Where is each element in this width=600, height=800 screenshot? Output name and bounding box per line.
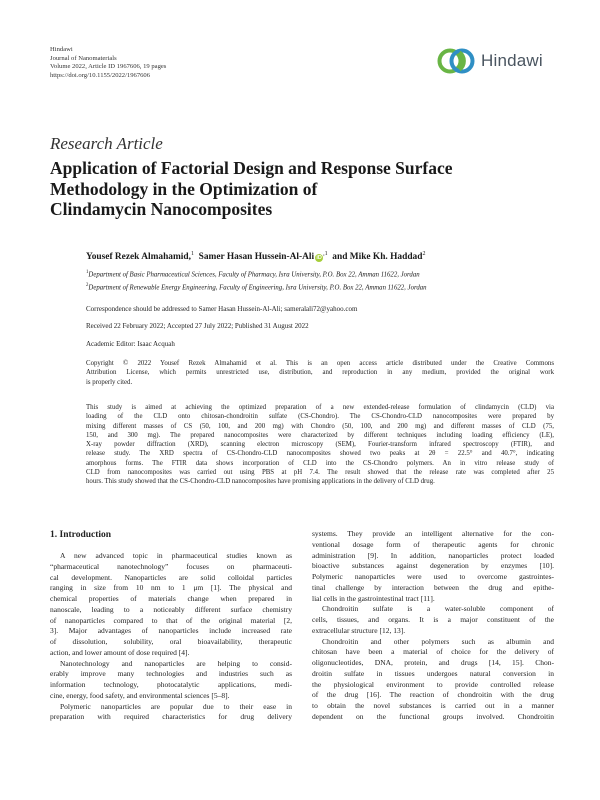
abstract-line: hours. This study showed that the CS-Chondro-CLD nanocomposites have promising applications in the delivery of CLD drug. xyxy=(86,478,435,486)
body-line: “pharmaceutical nanotechnology” focuses on pharmaceuti- xyxy=(50,561,292,571)
body-line: extracellular structure [12, 13]. xyxy=(312,625,406,635)
abstract-line: mixing different masses of CS (50, 100, and 200 mg) with Chondro (50, 100, and 200 mg) and different masses of CLD (75, xyxy=(86,422,554,430)
body-line: bioactive substances against degeneration by enzymes [10]. xyxy=(312,561,554,571)
logo-wordmark: Hindawi xyxy=(481,51,543,70)
body-line: action, and lower amount of dose required [4]. xyxy=(50,647,190,657)
paper-title xyxy=(50,158,470,220)
title-line: Application of Factorial Design and Response Surface xyxy=(50,158,453,178)
body-line: chemical properties of materials change when prepared in xyxy=(50,594,292,603)
body-line: of nanoparticles compared to that of the original material [2, xyxy=(50,615,292,625)
affiliation-text: Department of Basic Pharmaceutical Sciences, Faculty of Pharmacy, Isra University, P.O. Box 22, Amman 11622, Jordan xyxy=(88,271,420,279)
body-line: Polymeric nanoparticles were used to overcome gastrointes- xyxy=(312,572,554,581)
author-affil-sup: 2 xyxy=(422,251,426,257)
affiliation xyxy=(86,283,556,291)
abstract-line: CLD from nanocomposites was carried out using PBS at pH 7.4. The result showed that the release rate was completed after 25 xyxy=(86,469,554,477)
body-line: chitosan have been a material of choice for the delivery of xyxy=(312,647,554,657)
author-name: Yousef Rezek Almahamid, xyxy=(86,252,191,263)
journal-meta xyxy=(50,46,166,80)
author-list xyxy=(86,251,425,262)
author-name: and Mike Kh. Haddad xyxy=(332,252,423,263)
body-line: tinal challenge by interaction between the drug and epithe- xyxy=(312,582,554,592)
abstract xyxy=(86,403,554,487)
article-type: Research Article xyxy=(50,134,163,153)
body-line: of dissolution, solubility, oral bioavailability, therapeutic xyxy=(50,637,292,646)
body-line: ranging in size from 10 nm to 1 μm [1]. The physical and xyxy=(50,583,292,593)
correspondence: Correspondence should be addressed to Samer Hasan Hussein-Al-Ali; sameralali72@yahoo.com xyxy=(86,305,358,313)
affiliation xyxy=(86,270,556,278)
body-line: administration [9]. In addition, nanoparticles protect loaded xyxy=(312,550,554,560)
abstract-line: 150, and 300 mg). The prepared nanocomposites were characterized by different techniques including loading efficiency (LE), xyxy=(86,431,554,439)
body-line: cine, energy, food safety, and environmental sciences [5–8]. xyxy=(50,690,230,700)
title-line: Methodology in the Optimization of xyxy=(50,178,318,199)
body-line: information technology, photocatalytic applications, medi- xyxy=(50,680,292,689)
body-line: erably improve many technologies and industries such as xyxy=(50,669,292,679)
copyright-line: is properly cited. xyxy=(86,378,133,386)
body-line: systems. They provide an intelligent alternative for the con- xyxy=(312,529,554,538)
section-heading: 1. Introduction xyxy=(50,530,112,540)
copyright-notice xyxy=(86,359,554,387)
doi-link[interactable]: https://doi.org/10.1155/2022/1967606 xyxy=(50,71,151,79)
publisher-name: Hindawi xyxy=(50,46,73,53)
body-line: to obtain the novel substances is carried out in a manner xyxy=(312,701,554,710)
body-line: cal development. Nanoparticles are solid colloidal particles xyxy=(50,572,292,582)
body-line: droitin sulfate in tissues undergoes natural conversion in xyxy=(312,668,554,678)
body-line: oligonucleotides, DNA, protein, and drugs [14, 15]. Chon- xyxy=(312,658,554,667)
abstract-line: X-ray powder diffraction (XRD), scanning electron microscopy (SEM), Fourier-transform infrared spectroscopy (FTIR), and xyxy=(86,441,554,449)
body-line: nanoscale, leading to a noticeably different surface chemistry xyxy=(50,604,292,614)
volume-info: Volume 2022, Article ID 1967606, 19 pages xyxy=(50,63,167,71)
abstract-line: amorphous forms. The FTIR data shows incorporation of CLD into the CS-Chondro polymers. An in vitro release study of xyxy=(86,459,554,467)
left-column xyxy=(50,529,292,723)
body-line: 3]. Major advantages of nanoparticles include increased rate xyxy=(50,626,292,636)
author-name: Samer Hasan Hussein-Al-Ali xyxy=(198,252,315,263)
body-line: of the drug [16]. The reaction of chondroitin with the drug xyxy=(312,690,554,700)
abstract-line: release study. The XRD spectra of CS-Chondro-CLD nanocomposites showed two peaks at 2θ = 22.5° and 40.7°, indicating xyxy=(86,450,554,458)
academic-editor: Academic Editor: Isaac Acquah xyxy=(86,340,175,348)
author-affil-sup: 1 xyxy=(190,251,194,257)
body-line: Nanotechnology and nanoparticles are helping to consid- xyxy=(60,658,292,668)
publication-dates: Received 22 February 2022; Accepted 27 July 2022; Published 31 August 2022 xyxy=(86,322,309,330)
affiliation-number: 2 xyxy=(86,283,89,288)
hindawi-logo[interactable] xyxy=(436,46,543,76)
body-line: A new advanced topic in pharmaceutical studies known as xyxy=(60,551,292,560)
abstract-line: loading of the CLD onto chitosan-chondroitin sulfate (CS-Chondro). The CS-Chondro-CLD nanocomposites were prepared by xyxy=(86,413,554,421)
body-line: Chondroitin and other polymers such as albumin and xyxy=(322,636,554,646)
copyright-line: Attribution License, which permits unrestricted use, distribution, and reproduction in any medium, provided the original work xyxy=(86,369,554,377)
hindawi-rings-icon xyxy=(436,46,476,76)
author-affil-sup: ,1 xyxy=(323,251,328,257)
title-line: Clindamycin Nanocomposites xyxy=(50,199,273,219)
body-line: Polymeric nanoparticles are popular due to their ease in xyxy=(60,701,292,711)
body-line: cells, tissues, and organs. It is a major constituent of the xyxy=(312,615,554,624)
body-line: dependent on the functional groups involved. Chondroitin xyxy=(312,711,554,721)
copyright-line: Copyright © 2022 Yousef Rezek Almahamid et al. This is an open access article distributed under the Creative Commons xyxy=(86,360,554,367)
body-line: ventional dosage form of therapeutic agents for chronic xyxy=(312,539,554,549)
orcid-icon[interactable]: iD xyxy=(316,255,322,262)
body-line: Chondroitin sulfate is a water-soluble component of xyxy=(322,604,554,614)
body-line: the physiological environment to provide controlled release xyxy=(312,679,554,689)
right-column xyxy=(312,529,554,723)
abstract-line: This study is aimed at achieving the optimized preparation of a new extended-release formulation of clindamycin (CLD) via xyxy=(86,404,554,411)
body-line: lial cells in the gastrointestinal tract [11]. xyxy=(312,593,435,603)
affiliation-text: Department of Renewable Energy Engineering, Faculty of Engineering, Isra University, P.O. Box 22, Amman 11622, Jordan xyxy=(88,284,427,292)
affiliation-number: 1 xyxy=(86,270,89,275)
body-line: preparation with required characteristics for drug delivery xyxy=(50,712,292,722)
journal-name: Journal of Nanomaterials xyxy=(50,54,117,62)
